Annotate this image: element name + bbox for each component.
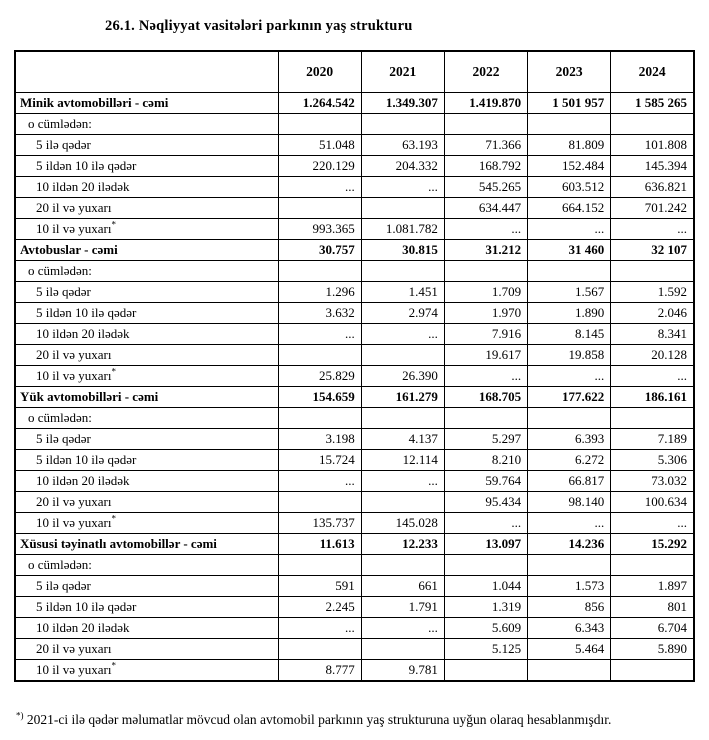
- value-cell: 1.044: [444, 576, 527, 597]
- table-row: [15, 576, 694, 597]
- table-row: [15, 492, 694, 513]
- row-label: 5 ilə qədər: [15, 429, 278, 450]
- table-row: [15, 177, 694, 198]
- table-row: [15, 639, 694, 660]
- value-cell: 6.272: [528, 450, 611, 471]
- table-row: [15, 597, 694, 618]
- value-cell: [361, 345, 444, 366]
- value-cell: ...: [278, 324, 361, 345]
- value-cell: [361, 114, 444, 135]
- value-cell: [444, 660, 527, 682]
- value-cell: 15.292: [611, 534, 694, 555]
- table-row: [15, 366, 694, 387]
- value-cell: 2.046: [611, 303, 694, 324]
- value-cell: ...: [528, 513, 611, 534]
- value-cell: [361, 555, 444, 576]
- value-cell: 636.821: [611, 177, 694, 198]
- value-cell: ...: [611, 366, 694, 387]
- row-label: 5 ilə qədər: [15, 282, 278, 303]
- table-row: [15, 156, 694, 177]
- value-cell: [528, 114, 611, 135]
- value-cell: 1.349.307: [361, 93, 444, 114]
- table-row: [15, 303, 694, 324]
- table-row: [15, 114, 694, 135]
- value-cell: 1 501 957: [528, 93, 611, 114]
- table-row: [15, 450, 694, 471]
- row-label: Avtobuslar - cəmi: [15, 240, 278, 261]
- row-label: 10 ildən 20 ilədək: [15, 177, 278, 198]
- value-cell: 95.434: [444, 492, 527, 513]
- value-cell: 63.193: [361, 135, 444, 156]
- value-cell: 81.809: [528, 135, 611, 156]
- row-label: 10 il və yuxarı*: [15, 219, 278, 240]
- value-cell: [278, 408, 361, 429]
- value-cell: 5.125: [444, 639, 527, 660]
- value-cell: ...: [444, 366, 527, 387]
- row-label: 10 il və yuxarı*: [15, 513, 278, 534]
- value-cell: [611, 408, 694, 429]
- value-cell: 664.152: [528, 198, 611, 219]
- value-cell: 603.512: [528, 177, 611, 198]
- row-label: 10 il və yuxarı*: [15, 660, 278, 682]
- row-label: 5 ilə qədər: [15, 576, 278, 597]
- row-label: 10 ildən 20 ilədək: [15, 471, 278, 492]
- row-label: 10 il və yuxarı*: [15, 366, 278, 387]
- year-column-header: 2020: [278, 51, 361, 93]
- row-label: 20 il və yuxarı: [15, 492, 278, 513]
- value-cell: ...: [611, 513, 694, 534]
- value-cell: 1.709: [444, 282, 527, 303]
- value-cell: 12.233: [361, 534, 444, 555]
- value-cell: 1.296: [278, 282, 361, 303]
- row-label: Yük avtomobilləri - cəmi: [15, 387, 278, 408]
- value-cell: [528, 408, 611, 429]
- row-label: 10 ildən 20 ilədək: [15, 618, 278, 639]
- value-cell: [444, 261, 527, 282]
- value-cell: 1.567: [528, 282, 611, 303]
- value-cell: 8.341: [611, 324, 694, 345]
- value-cell: 73.032: [611, 471, 694, 492]
- table-row: [15, 198, 694, 219]
- value-cell: 1.573: [528, 576, 611, 597]
- value-cell: 13.097: [444, 534, 527, 555]
- value-cell: 5.609: [444, 618, 527, 639]
- value-cell: ...: [444, 513, 527, 534]
- footnote: [16, 712, 695, 728]
- value-cell: 1.081.782: [361, 219, 444, 240]
- category-total-row: [15, 534, 694, 555]
- value-cell: 135.737: [278, 513, 361, 534]
- value-cell: ...: [278, 618, 361, 639]
- category-total-row: [15, 93, 694, 114]
- value-cell: [611, 555, 694, 576]
- value-cell: [278, 492, 361, 513]
- row-label: 10 ildən 20 ilədək: [15, 324, 278, 345]
- value-cell: 1.419.870: [444, 93, 527, 114]
- value-cell: [361, 261, 444, 282]
- row-label: 5 ilə qədər: [15, 135, 278, 156]
- value-cell: 101.808: [611, 135, 694, 156]
- table-row: [15, 618, 694, 639]
- value-cell: 177.622: [528, 387, 611, 408]
- row-label: 5 ildən 10 ilə qədər: [15, 303, 278, 324]
- value-cell: ...: [361, 618, 444, 639]
- value-cell: 51.048: [278, 135, 361, 156]
- value-cell: 6.393: [528, 429, 611, 450]
- value-cell: 1.264.542: [278, 93, 361, 114]
- row-label: 5 ildən 10 ilə qədər: [15, 156, 278, 177]
- value-cell: 19.617: [444, 345, 527, 366]
- value-cell: ...: [361, 177, 444, 198]
- value-cell: 19.858: [528, 345, 611, 366]
- value-cell: 5.890: [611, 639, 694, 660]
- value-cell: 5.297: [444, 429, 527, 450]
- value-cell: [278, 261, 361, 282]
- value-cell: 32 107: [611, 240, 694, 261]
- year-column-header: 2021: [361, 51, 444, 93]
- value-cell: ...: [361, 471, 444, 492]
- value-cell: [278, 555, 361, 576]
- value-cell: [278, 639, 361, 660]
- table-row: [15, 261, 694, 282]
- value-cell: [361, 198, 444, 219]
- row-label: Minik avtomobilləri - cəmi: [15, 93, 278, 114]
- value-cell: 100.634: [611, 492, 694, 513]
- value-cell: 204.332: [361, 156, 444, 177]
- value-cell: 3.632: [278, 303, 361, 324]
- value-cell: 6.343: [528, 618, 611, 639]
- value-cell: ...: [528, 219, 611, 240]
- value-cell: 1 585 265: [611, 93, 694, 114]
- value-cell: 2.974: [361, 303, 444, 324]
- value-cell: 161.279: [361, 387, 444, 408]
- value-cell: 26.390: [361, 366, 444, 387]
- row-label: o cümlədən:: [15, 408, 278, 429]
- value-cell: 8.777: [278, 660, 361, 682]
- value-cell: 993.365: [278, 219, 361, 240]
- value-cell: ...: [444, 219, 527, 240]
- value-cell: 1.890: [528, 303, 611, 324]
- value-cell: 145.028: [361, 513, 444, 534]
- value-cell: [361, 639, 444, 660]
- footnote-text: 2021-ci ilə qədər məlumatlar mövcud olan avtomobil parkının yaş strukturuna uyğun olaraq hesablanmışdır.: [23, 712, 612, 727]
- table-body: [15, 93, 694, 682]
- value-cell: 701.242: [611, 198, 694, 219]
- row-label: o cümlədən:: [15, 114, 278, 135]
- value-cell: [278, 114, 361, 135]
- value-cell: 1.592: [611, 282, 694, 303]
- value-cell: 14.236: [528, 534, 611, 555]
- value-cell: ...: [611, 219, 694, 240]
- value-cell: [611, 114, 694, 135]
- value-cell: 1.970: [444, 303, 527, 324]
- table-row: [15, 324, 694, 345]
- value-cell: 1.451: [361, 282, 444, 303]
- value-cell: 6.704: [611, 618, 694, 639]
- value-cell: 15.724: [278, 450, 361, 471]
- row-label: 20 il və yuxarı: [15, 639, 278, 660]
- value-cell: ...: [361, 324, 444, 345]
- value-cell: 11.613: [278, 534, 361, 555]
- row-label: Xüsusi təyinatlı avtomobillər - cəmi: [15, 534, 278, 555]
- table-row: [15, 219, 694, 240]
- value-cell: 545.265: [444, 177, 527, 198]
- footnote-reference: *: [111, 660, 116, 671]
- value-cell: 25.829: [278, 366, 361, 387]
- footnote-reference: *: [111, 513, 116, 524]
- value-cell: 31 460: [528, 240, 611, 261]
- value-cell: 5.306: [611, 450, 694, 471]
- value-cell: 591: [278, 576, 361, 597]
- value-cell: 3.198: [278, 429, 361, 450]
- table-row: [15, 660, 694, 682]
- table-row: [15, 408, 694, 429]
- value-cell: 168.792: [444, 156, 527, 177]
- value-cell: 7.189: [611, 429, 694, 450]
- table-row: [15, 135, 694, 156]
- value-cell: 9.781: [361, 660, 444, 682]
- row-label: 20 il və yuxarı: [15, 198, 278, 219]
- value-cell: 220.129: [278, 156, 361, 177]
- value-cell: [278, 345, 361, 366]
- value-cell: 661: [361, 576, 444, 597]
- value-cell: 30.757: [278, 240, 361, 261]
- value-cell: 634.447: [444, 198, 527, 219]
- value-cell: 8.145: [528, 324, 611, 345]
- footnote-reference: *: [111, 219, 116, 230]
- value-cell: 5.464: [528, 639, 611, 660]
- table-row: [15, 513, 694, 534]
- table-row: [15, 345, 694, 366]
- value-cell: 1.897: [611, 576, 694, 597]
- row-label: 5 ildən 10 ilə qədər: [15, 450, 278, 471]
- value-cell: 8.210: [444, 450, 527, 471]
- value-cell: 59.764: [444, 471, 527, 492]
- row-label: o cümlədən:: [15, 555, 278, 576]
- value-cell: ...: [278, 471, 361, 492]
- row-label: 20 il və yuxarı: [15, 345, 278, 366]
- value-cell: [528, 555, 611, 576]
- value-cell: [278, 198, 361, 219]
- table-row: [15, 471, 694, 492]
- value-cell: 31.212: [444, 240, 527, 261]
- value-cell: ...: [528, 366, 611, 387]
- table-row: [15, 282, 694, 303]
- category-total-row: [15, 387, 694, 408]
- value-cell: 2.245: [278, 597, 361, 618]
- value-cell: 168.705: [444, 387, 527, 408]
- value-cell: 801: [611, 597, 694, 618]
- year-column-header: 2023: [528, 51, 611, 93]
- value-cell: 71.366: [444, 135, 527, 156]
- value-cell: 145.394: [611, 156, 694, 177]
- table-row: [15, 429, 694, 450]
- value-cell: 98.140: [528, 492, 611, 513]
- value-cell: [611, 660, 694, 682]
- footnote-marker: *): [16, 710, 24, 721]
- value-cell: [528, 660, 611, 682]
- value-cell: [361, 492, 444, 513]
- row-label: 5 ildən 10 ilə qədər: [15, 597, 278, 618]
- value-cell: 66.817: [528, 471, 611, 492]
- value-cell: 1.791: [361, 597, 444, 618]
- age-structure-table: [14, 50, 695, 682]
- value-cell: [444, 555, 527, 576]
- value-cell: [528, 261, 611, 282]
- year-column-header: 2024: [611, 51, 694, 93]
- value-cell: 186.161: [611, 387, 694, 408]
- table-header-row: [15, 51, 694, 93]
- value-cell: 154.659: [278, 387, 361, 408]
- value-cell: [361, 408, 444, 429]
- year-column-header: 2022: [444, 51, 527, 93]
- value-cell: [444, 114, 527, 135]
- footnote-reference: *: [111, 366, 116, 377]
- value-cell: [611, 261, 694, 282]
- table-row: [15, 555, 694, 576]
- value-cell: 12.114: [361, 450, 444, 471]
- page-title: 26.1. Nəqliyyat vasitələri parkının yaş strukturu: [105, 18, 413, 34]
- value-cell: [444, 408, 527, 429]
- value-cell: 1.319: [444, 597, 527, 618]
- value-cell: ...: [278, 177, 361, 198]
- value-cell: 20.128: [611, 345, 694, 366]
- corner-cell: [15, 51, 278, 93]
- category-total-row: [15, 240, 694, 261]
- value-cell: 30.815: [361, 240, 444, 261]
- row-label: o cümlədən:: [15, 261, 278, 282]
- value-cell: 4.137: [361, 429, 444, 450]
- value-cell: 152.484: [528, 156, 611, 177]
- value-cell: 7.916: [444, 324, 527, 345]
- value-cell: 856: [528, 597, 611, 618]
